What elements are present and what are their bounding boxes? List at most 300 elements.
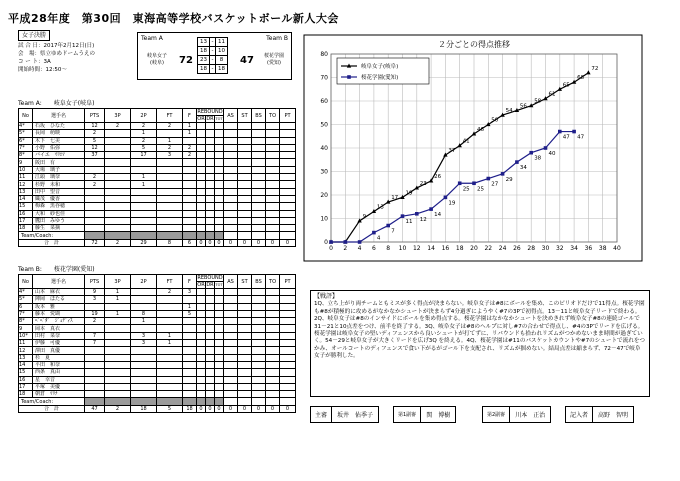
- stat-pts: [85, 225, 105, 232]
- stat-empty: [206, 225, 215, 232]
- stat-f: 1: [183, 123, 197, 130]
- stat-empty: [224, 217, 238, 224]
- player-number: 14: [19, 362, 26, 369]
- total-ft: 8: [157, 239, 183, 246]
- game-type-badge: 女子決勝: [18, 30, 50, 41]
- stat-empty: [206, 159, 215, 166]
- shaded-cell: [131, 398, 157, 405]
- game-info: [18, 42, 95, 74]
- stat-empty: [238, 144, 252, 151]
- stat-empty: [280, 347, 296, 354]
- player-number: 11: [19, 174, 26, 181]
- data-point: [544, 146, 548, 150]
- coach-cell: [215, 398, 224, 405]
- player-row: [19, 332, 296, 339]
- recorder-name: 高野 智明: [598, 412, 629, 419]
- rebound-subheaders: [197, 282, 223, 288]
- x-tick-label: 14: [427, 245, 435, 252]
- stat-empty: [197, 159, 206, 166]
- stat-f: 2: [183, 144, 197, 151]
- stat-f: [183, 354, 197, 361]
- player-number-cell: [19, 137, 33, 144]
- player-name: 織茂 優香: [33, 195, 85, 202]
- stat-empty: [252, 289, 266, 296]
- data-label: 14: [434, 212, 442, 219]
- total-label: 合 計: [19, 405, 85, 412]
- player-name: 小野 佑弥: [33, 144, 85, 151]
- stat-empty: [224, 369, 238, 376]
- player-number-cell: [19, 354, 33, 361]
- stat-empty: [280, 152, 296, 159]
- player-row: [19, 123, 296, 130]
- player-name: ﾍﾞﾍﾞﾀﾞ ｼﾞｭﾃﾞｨｽ: [33, 318, 85, 325]
- stat-empty: [252, 369, 266, 376]
- stat-empty: [224, 210, 238, 217]
- data-label: 29: [505, 176, 513, 183]
- column-header: PT: [280, 275, 296, 289]
- player-name: 平塚 美優: [33, 383, 85, 390]
- coach-cell: [280, 232, 296, 239]
- total-to: 0: [266, 405, 280, 412]
- total-twp: 18: [131, 405, 157, 412]
- stat-empty: [266, 159, 280, 166]
- stat-empty: [197, 225, 206, 232]
- stat-empty: [224, 123, 238, 130]
- stat-pts: 2: [85, 174, 105, 181]
- stat-tp: 1: [105, 296, 131, 303]
- stat-tp: [105, 340, 131, 347]
- player-number: 13: [19, 354, 26, 361]
- stat-empty: [280, 310, 296, 317]
- stat-empty: [252, 383, 266, 390]
- starter-mark: *: [22, 123, 25, 130]
- stat-empty: [280, 188, 296, 195]
- stat-empty: [280, 195, 296, 202]
- column-header: FT: [157, 275, 183, 289]
- data-label: 56: [519, 103, 527, 110]
- stat-tp: [105, 347, 131, 354]
- data-label: 72: [591, 65, 599, 72]
- stat-tp: [105, 217, 131, 224]
- stat-tp: [105, 144, 131, 151]
- quarter-score-a: 18: [198, 65, 210, 74]
- stat-empty: [252, 310, 266, 317]
- team-b-label: Team B: [266, 35, 288, 42]
- total-bs: 0: [252, 239, 266, 246]
- stat-twp: 17: [131, 152, 157, 159]
- stat-empty: [238, 391, 252, 398]
- stat-empty: [215, 361, 224, 368]
- shaded-cell: [105, 232, 131, 239]
- player-number-cell: [19, 225, 33, 232]
- coach-row: [19, 232, 296, 239]
- y-tick-label: 40: [320, 145, 328, 152]
- stat-empty: [252, 195, 266, 202]
- stat-f: [183, 361, 197, 368]
- stat-pts: 37: [85, 152, 105, 159]
- coach-row: [19, 398, 296, 405]
- column-header: PTS: [85, 109, 105, 123]
- stat-empty: [206, 152, 215, 159]
- rebound-header: [197, 275, 224, 289]
- legend-marker: [347, 75, 351, 79]
- player-name: 田中 望音: [33, 188, 85, 195]
- stat-tp: [105, 325, 131, 332]
- stat-empty: [266, 361, 280, 368]
- data-label: 11: [405, 219, 413, 226]
- stat-empty: [252, 325, 266, 332]
- stat-empty: [215, 152, 224, 159]
- x-tick-label: 2: [343, 245, 348, 252]
- stat-empty: [224, 325, 238, 332]
- player-row: [19, 137, 296, 144]
- player-name: 江頭 璃奈: [33, 174, 85, 181]
- player-number: 13: [19, 188, 26, 195]
- data-label: 4: [376, 235, 381, 242]
- stat-empty: [224, 391, 238, 398]
- stat-empty: [252, 159, 266, 166]
- column-header: OR: [197, 116, 205, 122]
- x-tick-label: 8: [386, 245, 391, 252]
- referee-box: [310, 406, 379, 423]
- umpire1-box: [393, 406, 456, 423]
- column-header: BS: [252, 275, 266, 289]
- player-number: 16: [19, 210, 26, 217]
- stat-empty: [238, 310, 252, 317]
- stat-empty: [280, 166, 296, 173]
- stat-empty: [224, 181, 238, 188]
- data-label: 7: [391, 228, 395, 235]
- stat-f: [183, 210, 197, 217]
- total-or: 0: [197, 405, 206, 412]
- stat-ft: [157, 361, 183, 368]
- y-tick-label: 0: [324, 239, 328, 246]
- stat-empty: [252, 391, 266, 398]
- stat-f: [183, 383, 197, 390]
- stat-pts: [85, 188, 105, 195]
- player-number: 4: [19, 289, 23, 296]
- player-number: 14: [19, 196, 26, 203]
- stat-empty: [252, 130, 266, 137]
- stat-empty: [280, 203, 296, 210]
- quarter-score-a: 13: [198, 38, 210, 47]
- column-header: OR: [197, 282, 205, 288]
- stat-empty: [206, 376, 215, 383]
- total-or: 0: [197, 239, 206, 246]
- stat-f: 5: [183, 310, 197, 317]
- stat-empty: [206, 203, 215, 210]
- coach-cell: [238, 232, 252, 239]
- data-point: [572, 130, 576, 134]
- stat-pts: [85, 210, 105, 217]
- stat-empty: [238, 340, 252, 347]
- stat-empty: [197, 383, 206, 390]
- player-name: 木下 七美: [33, 137, 85, 144]
- score-progression-chart: [303, 34, 643, 262]
- stat-tp: [105, 354, 131, 361]
- player-number: 9: [19, 159, 23, 166]
- stat-pts: [85, 166, 105, 173]
- player-number: 7: [19, 145, 23, 152]
- stat-ft: [157, 383, 183, 390]
- stat-empty: [215, 137, 224, 144]
- column-header: ST: [238, 109, 252, 123]
- stat-empty: [280, 383, 296, 390]
- player-row: [19, 217, 296, 224]
- stat-twp: [131, 217, 157, 224]
- stat-empty: [252, 152, 266, 159]
- stat-empty: [238, 369, 252, 376]
- column-header: TO: [266, 109, 280, 123]
- team-b-header: Team B: 桜花学園(愛知): [18, 266, 95, 273]
- player-number: 15: [19, 203, 26, 210]
- column-header: TOT: [215, 117, 223, 121]
- stat-f: 2: [183, 152, 197, 159]
- stat-empty: [206, 296, 215, 303]
- player-name: 杉野 未和: [33, 181, 85, 188]
- stat-tp: [105, 159, 131, 166]
- stat-empty: [197, 325, 206, 332]
- player-name: 陣岡 ほたる: [33, 296, 85, 303]
- data-point: [558, 130, 562, 134]
- player-row: [19, 310, 296, 317]
- stat-empty: [266, 383, 280, 390]
- stat-empty: [266, 318, 280, 325]
- stat-empty: [266, 340, 280, 347]
- legend-label: 桜花学園(愛知): [361, 75, 399, 81]
- data-label: 58: [534, 98, 542, 105]
- stat-twp: 1: [131, 174, 157, 181]
- stat-pts: 2: [85, 181, 105, 188]
- stat-empty: [197, 332, 206, 339]
- player-number: 9: [19, 325, 23, 332]
- total-row: [19, 405, 296, 412]
- x-tick-label: 20: [470, 245, 478, 252]
- stat-empty: [224, 188, 238, 195]
- stat-empty: [280, 137, 296, 144]
- stat-empty: [206, 303, 215, 310]
- referee-label: 主審: [311, 407, 332, 422]
- coach-cell: [280, 398, 296, 405]
- stat-twp: [131, 195, 157, 202]
- stat-empty: [215, 369, 224, 376]
- stat-empty: [215, 123, 224, 130]
- player-name: 山本 麻衣: [33, 289, 85, 296]
- rebound-subheaders: [197, 116, 223, 122]
- player-row: [19, 159, 296, 166]
- stat-tp: [105, 391, 131, 398]
- quarter-score-b: 18: [216, 65, 228, 74]
- player-number-cell: [19, 203, 33, 210]
- starter-mark: *: [22, 318, 25, 325]
- team-b-pref: (愛知): [267, 60, 281, 66]
- player-number-cell: [19, 347, 33, 354]
- player-number-cell: [19, 340, 33, 347]
- player-name: 岡本 真衣: [33, 325, 85, 332]
- stat-empty: [224, 376, 238, 383]
- data-label: 34: [519, 165, 527, 172]
- stat-ft: [157, 318, 183, 325]
- stat-empty: [252, 123, 266, 130]
- stat-empty: [238, 383, 252, 390]
- stat-f: [183, 166, 197, 173]
- stat-f: [183, 174, 197, 181]
- stat-tp: [105, 181, 131, 188]
- stat-f: [183, 325, 197, 332]
- rebound-label: REBOUND: [197, 109, 223, 115]
- stat-f: [183, 217, 197, 224]
- player-row: [19, 296, 296, 303]
- team-a-name: 岐阜女子: [146, 53, 167, 59]
- x-tick-label: 36: [584, 245, 593, 252]
- player-name: 星 幸音: [33, 376, 85, 383]
- stat-pts: [85, 376, 105, 383]
- stat-empty: [215, 174, 224, 181]
- data-label: 17: [391, 195, 399, 202]
- starter-mark: *: [22, 130, 25, 137]
- column-header: 2P: [131, 275, 157, 289]
- player-number-cell: [19, 296, 33, 303]
- stat-empty: [252, 332, 266, 339]
- stat-tp: [105, 174, 131, 181]
- stat-twp: [131, 289, 157, 296]
- stat-ft: [157, 376, 183, 383]
- quarter-row: [198, 38, 228, 47]
- stat-ft: [157, 391, 183, 398]
- stat-empty: [224, 318, 238, 325]
- stat-empty: [238, 123, 252, 130]
- stat-f: [183, 225, 197, 232]
- x-tick-label: 26: [513, 245, 521, 252]
- total-to: 0: [266, 239, 280, 246]
- starter-mark: *: [22, 289, 25, 296]
- stat-empty: [238, 289, 252, 296]
- stat-empty: [238, 376, 252, 383]
- stat-empty: [238, 347, 252, 354]
- quarter-score-a: 23: [198, 56, 210, 65]
- x-tick-label: 4: [357, 245, 362, 252]
- stat-empty: [215, 159, 224, 166]
- stat-empty: [238, 137, 252, 144]
- stat-empty: [197, 123, 206, 130]
- stat-empty: [280, 289, 296, 296]
- stat-empty: [215, 318, 224, 325]
- stat-tp: [105, 137, 131, 144]
- player-number-cell: [19, 217, 33, 224]
- stat-empty: [280, 361, 296, 368]
- stat-empty: [252, 188, 266, 195]
- player-number-cell: [19, 303, 33, 310]
- stat-pts: [85, 159, 105, 166]
- stat-empty: [266, 303, 280, 310]
- stat-empty: [280, 144, 296, 151]
- stat-empty: [206, 289, 215, 296]
- stat-empty: [215, 391, 224, 398]
- chart-title: ２分ごとの得点推移: [438, 40, 510, 49]
- stat-f: [183, 181, 197, 188]
- stat-tp: [105, 361, 131, 368]
- stat-pts: 2: [85, 130, 105, 137]
- stat-empty: [197, 217, 206, 224]
- stat-empty: [206, 332, 215, 339]
- stat-empty: [280, 325, 296, 332]
- stat-empty: [280, 332, 296, 339]
- coach-cell: [252, 398, 266, 405]
- stat-empty: [206, 347, 215, 354]
- stat-empty: [197, 188, 206, 195]
- stat-pts: 7: [85, 332, 105, 339]
- shaded-cell: [85, 398, 105, 405]
- data-point: [529, 151, 533, 155]
- stat-empty: [215, 325, 224, 332]
- player-number-cell: [19, 383, 33, 390]
- player-row: [19, 225, 296, 232]
- column-header: 3P: [105, 109, 131, 123]
- player-row: [19, 303, 296, 310]
- stat-empty: [206, 144, 215, 151]
- data-point: [372, 231, 376, 235]
- coach-label: Team/Coach:: [19, 398, 85, 405]
- stat-tp: 1: [105, 289, 131, 296]
- stat-ft: [157, 195, 183, 202]
- stat-ft: [157, 303, 183, 310]
- stat-f: [183, 318, 197, 325]
- stat-empty: [215, 354, 224, 361]
- column-header: AS: [224, 275, 238, 289]
- player-number-cell: [19, 325, 33, 332]
- stat-empty: [206, 383, 215, 390]
- stat-tp: [105, 210, 131, 217]
- player-number-cell: [19, 152, 33, 159]
- umpire2-label: 第2副審: [483, 407, 510, 422]
- y-tick-label: 60: [320, 98, 328, 105]
- stat-empty: [206, 195, 215, 202]
- total-st: 0: [238, 405, 252, 412]
- stat-empty: [215, 310, 224, 317]
- starter-mark: *: [22, 296, 25, 303]
- player-number-cell: [19, 181, 33, 188]
- coach-cell: [197, 232, 206, 239]
- column-header: DR: [206, 116, 214, 122]
- stat-empty: [206, 188, 215, 195]
- stat-empty: [238, 130, 252, 137]
- starter-mark: *: [25, 332, 28, 339]
- stat-tp: [105, 130, 131, 137]
- stat-empty: [238, 195, 252, 202]
- stat-empty: [224, 166, 238, 173]
- player-number-cell: [19, 332, 33, 339]
- stat-empty: [238, 318, 252, 325]
- starter-mark: *: [22, 145, 25, 152]
- data-point: [329, 240, 333, 244]
- stat-empty: [224, 340, 238, 347]
- stat-empty: [252, 144, 266, 151]
- stat-empty: [252, 296, 266, 303]
- stat-f: [183, 137, 197, 144]
- stat-empty: [252, 318, 266, 325]
- stat-empty: [206, 217, 215, 224]
- stat-empty: [266, 181, 280, 188]
- stat-empty: [224, 289, 238, 296]
- quarter-separator: -: [211, 39, 214, 45]
- stat-empty: [197, 181, 206, 188]
- stat-empty: [252, 361, 266, 368]
- stat-twp: [131, 361, 157, 368]
- stat-tp: [105, 383, 131, 390]
- player-name: 藤本 愛瑚: [33, 310, 85, 317]
- stat-ft: [157, 325, 183, 332]
- stat-pts: 12: [85, 123, 105, 130]
